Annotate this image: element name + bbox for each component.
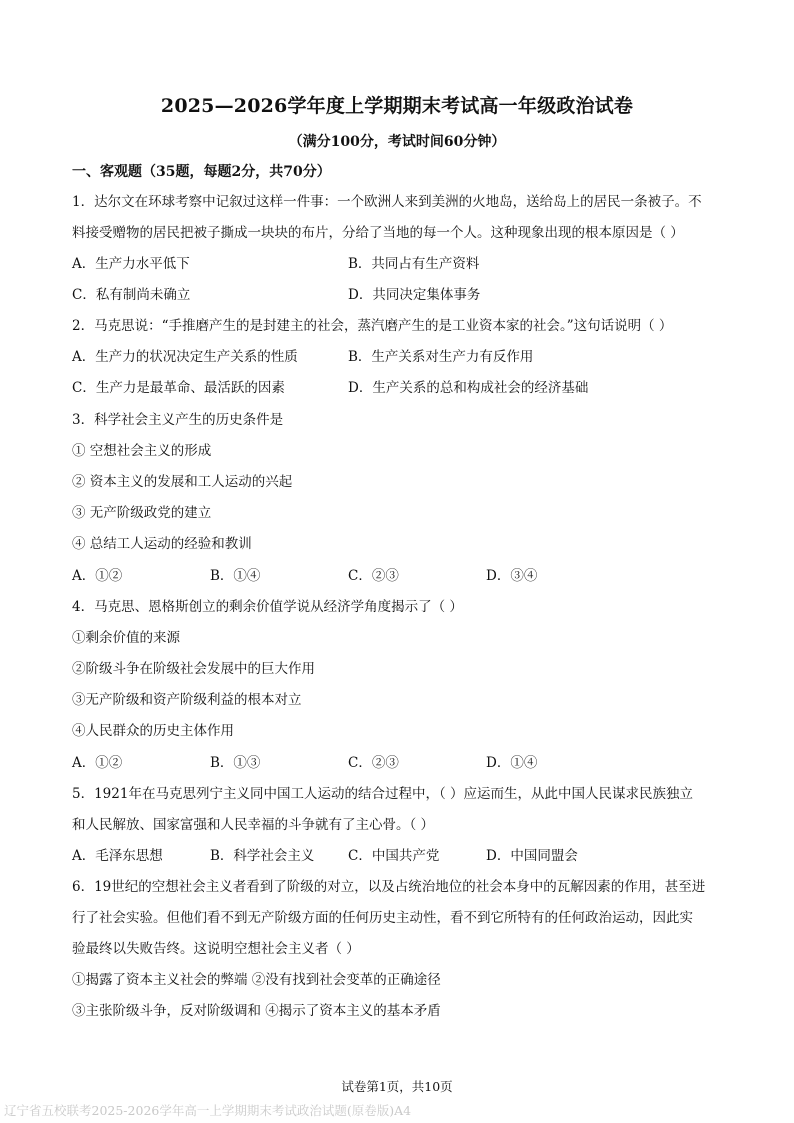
q3-item-1: ① 空想社会主义的形成 bbox=[72, 443, 212, 459]
q2-option-b: B．生产关系对生产力有反作用 bbox=[348, 349, 534, 365]
q1-stem-line1: 1．达尔文在环球考察中记叙过这样一件事：一个欧洲人来到美洲的火地岛，送给岛上的居民一条被子。不 bbox=[72, 194, 702, 210]
q6-stem-line3: 验最终以失败告终。这说明空想社会主义者（ ） bbox=[72, 941, 360, 957]
q6-items-row2: ③主张阶级斗争，反对阶级调和 ④揭示了资本主义的基本矛盾 bbox=[72, 1003, 441, 1019]
q4-option-b: B．①③ bbox=[210, 755, 261, 771]
exam-subtitle: （满分100分，考试时间60分钟） bbox=[288, 134, 506, 150]
q3-stem-line1: 3．科学社会主义产生的历史条件是 bbox=[72, 412, 284, 428]
q2-option-d: D．生产关系的总和构成社会的经济基础 bbox=[348, 380, 589, 396]
q1-option-c: C．私有制尚未确立 bbox=[72, 287, 191, 303]
q5-option-a: A．毛泽东思想 bbox=[72, 848, 163, 864]
page-number: 试卷第1页，共10页 bbox=[341, 1079, 453, 1094]
q4-option-a: A．①② bbox=[72, 755, 123, 771]
source-watermark: 辽宁省五校联考2025-2026学年高一上学期期末考试政治试题(原卷版)A4 bbox=[4, 1103, 412, 1118]
q1-option-b: B．共同占有生产资料 bbox=[348, 256, 480, 272]
q3-item-2: ② 资本主义的发展和工人运动的兴起 bbox=[72, 474, 293, 490]
q2-option-a: A．生产力的状况决定生产关系的性质 bbox=[72, 349, 298, 365]
q4-option-d: D．①④ bbox=[486, 755, 538, 771]
q4-item-3: ③无产阶级和资产阶级利益的根本对立 bbox=[72, 692, 302, 708]
section-heading: 一、客观题（35题，每题2分，共70分） bbox=[72, 164, 331, 180]
q5-option-b: B．科学社会主义 bbox=[210, 848, 315, 864]
q3-option-b: B．①④ bbox=[210, 568, 261, 584]
q3-option-a: A．①② bbox=[72, 568, 123, 584]
q5-option-d: D．中国同盟会 bbox=[486, 848, 578, 864]
q1-option-d: D．共同决定集体事务 bbox=[348, 287, 481, 303]
q3-item-4: ④ 总结工人运动的经验和教训 bbox=[72, 536, 252, 552]
q3-option-d: D．③④ bbox=[486, 568, 538, 584]
q5-stem-line2: 和人民解放、国家富强和人民幸福的斗争就有了主心骨。（ ） bbox=[72, 817, 435, 833]
q6-stem-line2: 行了社会实验。但他们看不到无产阶级方面的任何历史主动性，看不到它所特有的任何政治运动，因此实 bbox=[72, 910, 693, 926]
q4-item-1: ①剩余价值的来源 bbox=[72, 630, 180, 646]
q4-item-2: ②阶级斗争在阶级社会发展中的巨大作用 bbox=[72, 661, 315, 677]
q6-items-row1: ①揭露了资本主义社会的弊端 ②没有找到社会变革的正确途径 bbox=[72, 972, 441, 988]
q5-option-c: C．中国共产党 bbox=[348, 848, 440, 864]
q3-option-c: C．②③ bbox=[348, 568, 399, 584]
q4-item-4: ④人民群众的历史主体作用 bbox=[72, 723, 234, 739]
q1-option-a: A．生产力水平低下 bbox=[72, 256, 190, 272]
q2-stem-line1: 2．马克思说：“手推磨产生的是封建主的社会，蒸汽磨产生的是工业资本家的社会。”这句话说明（ ） bbox=[72, 318, 673, 334]
q6-stem-line1: 6．19世纪的空想社会主义者看到了阶级的对立，以及占统治地位的社会本身中的瓦解因素的作用，甚至进 bbox=[72, 879, 706, 895]
q4-option-c: C．②③ bbox=[348, 755, 399, 771]
q4-stem-line1: 4．马克思、恩格斯创立的剩余价值学说从经济学角度揭示了（ ） bbox=[72, 599, 463, 615]
q5-stem-line1: 5．1921年在马克思列宁主义同中国工人运动的结合过程中，（ ）应运而生，从此中国人民谋求民族独立 bbox=[72, 786, 693, 802]
q1-stem-line2: 料接受赠物的居民把被子撕成一块块的布片，分给了当地的每一个人。这种现象出现的根本原因是（ ） bbox=[72, 225, 684, 241]
q2-option-c: C．生产力是最革命、最活跃的因素 bbox=[72, 380, 285, 396]
q3-item-3: ③ 无产阶级政党的建立 bbox=[72, 505, 212, 521]
exam-title: 2025—2026学年度上学期期末考试高一年级政治试卷 bbox=[160, 95, 634, 117]
